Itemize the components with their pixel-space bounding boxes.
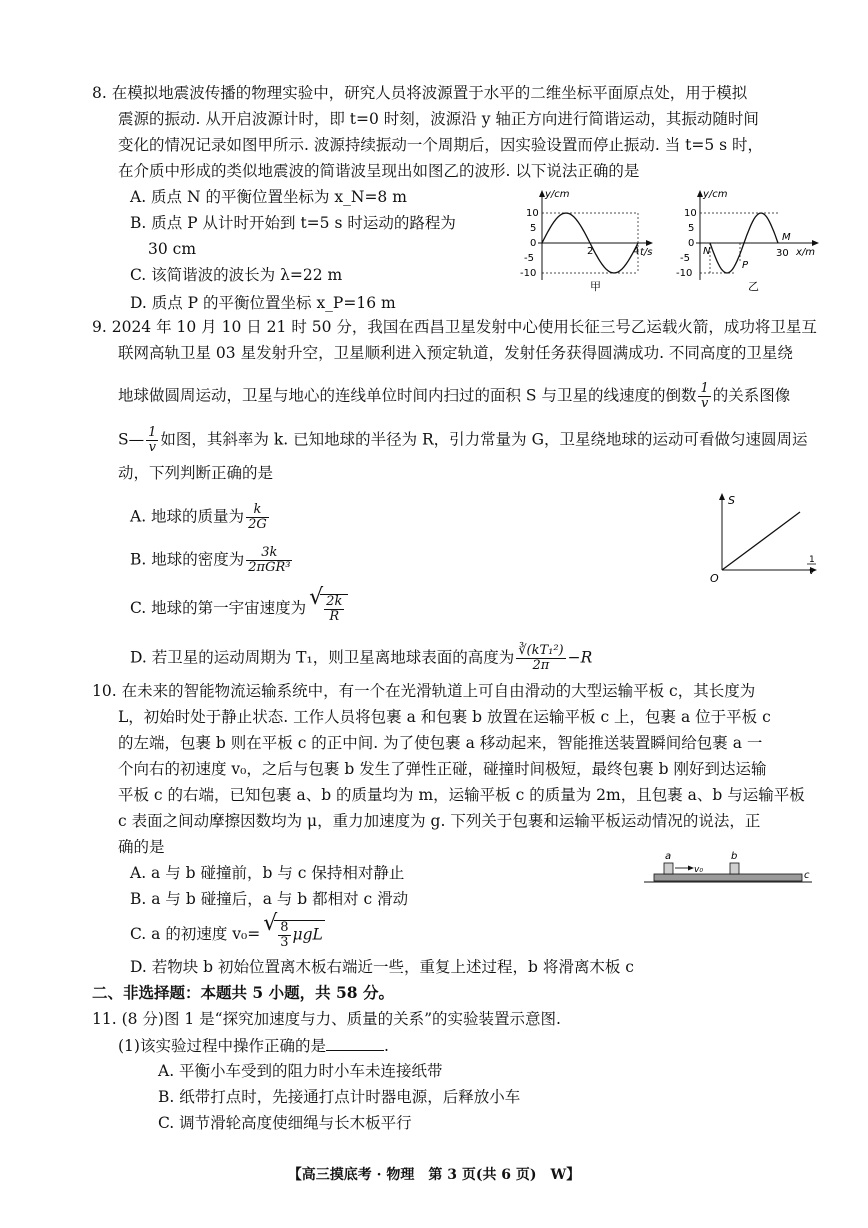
yi-tick-x30: 30 xyxy=(776,248,789,259)
q9-option-d-text: D. 若卫星的运动周期为 T₁，则卫星离地球表面的高度为 xyxy=(130,648,515,667)
q10-line1: 10. 在未来的智能物流运输系统中，有一个在光滑轨道上可自由滑动的大型运输平板 c，其长度为 xyxy=(92,682,756,700)
frac-num: 1 xyxy=(700,381,709,396)
s-graph-origin: O xyxy=(710,572,719,585)
frac-num: 3k xyxy=(246,546,292,561)
q11-sub1-end: . xyxy=(383,1037,389,1055)
s-graph-ylabel: S xyxy=(728,494,735,507)
package-a xyxy=(664,863,673,874)
q11-sub1-text: (1)该实验过程中操作正确的是 xyxy=(118,1037,326,1055)
frac-num: 1 xyxy=(148,425,157,440)
q11-option-b: B. 纸带打点时，先接通打点计时器电源，后释放小车 xyxy=(158,1088,521,1106)
q11-line1: 11. (8 分)图 1 是“探究加速度与力、质量的关系”的实验装置示意图. xyxy=(92,1010,561,1028)
frac-den: v xyxy=(148,440,156,455)
fig-label-v0: v₀ xyxy=(694,865,703,875)
frac-den: 2G xyxy=(248,517,267,532)
q9-line4-post: 如图，其斜率为 k. 已知地球的半径为 R，引力常量为 G，卫星绕地球的运动可看做匀速圆周运 xyxy=(160,430,808,449)
fig-label-a: a xyxy=(665,851,672,862)
q10-line3: 的左端，包裹 b 则在平板 c 的正中间. 为了使包裹 a 移动起来，智能推送装置瞬间给包裹 a 一 xyxy=(118,734,763,752)
q11-option-c: C. 调节滑轮高度使细绳与长木板平行 xyxy=(158,1114,412,1132)
q8-option-b-cont: 30 cm xyxy=(148,240,197,258)
frac-den: 2π xyxy=(532,658,550,673)
q9-line3-pre: 地球做圆周运动，卫星与地心的连线单位时间内扫过的面积 S 与卫星的线速度的倒数 xyxy=(118,386,697,405)
q10-option-a: A. a 与 b 碰撞前，b 与 c 保持相对静止 xyxy=(130,864,405,882)
s-graph-xlabel-num: 1 xyxy=(809,555,815,565)
q9-option-d-post: −R xyxy=(567,648,593,667)
q8-option-b: B. 质点 P 从计时开始到 t=5 s 时运动的路程为 xyxy=(130,214,456,232)
q9-option-a xyxy=(130,503,271,532)
q8-option-d: D. 质点 P 的平衡位置坐标 x_P=16 m xyxy=(130,294,396,312)
q10-line5: 平板 c 的右端，已知包裹 a、b 的质量均为 m，运输平板 c 的质量为 2m，且包裹 a、b 与运输平板 xyxy=(118,786,805,804)
q9-option-d-fraction xyxy=(516,644,565,673)
q9-line4 xyxy=(118,426,808,455)
fig-label-c: c xyxy=(804,870,810,881)
yi-caption: 乙 xyxy=(748,280,759,293)
q10-option-c-fraction xyxy=(278,921,290,950)
q10-option-c-sqrt xyxy=(274,920,325,950)
frac-num: √ 8 xyxy=(280,920,289,935)
frac-num: √ 2k xyxy=(326,594,343,609)
q10-option-c-post: μgL xyxy=(292,925,323,944)
jia-tick-yn10: -10 xyxy=(520,268,537,279)
frac-num: ∛(kT₁²) xyxy=(518,643,564,658)
jia-tick-x4: 4 xyxy=(633,246,640,257)
yi-tick-y10: 10 xyxy=(684,208,697,219)
frac-den: 2πGR³ xyxy=(248,560,291,575)
q9-line1: 9. 2024 年 10 月 10 日 21 时 50 分，我国在西昌卫星发射中心使用长征三号乙运载火箭，成功将卫星互 xyxy=(92,318,817,336)
q8-line3: 变化的情况记录如图甲所示. 波源持续振动一个周期后，因实验设置而停止振动. 当 t=5 s 时， xyxy=(118,136,764,154)
q10-line4: 个向右的初速度 v₀，之后与包裹 b 发生了弹性正碰，碰撞时间极短，最终包裹 b 刚好到达运输 xyxy=(118,760,767,778)
plank-c xyxy=(654,874,802,881)
q9-inv-v-fraction xyxy=(698,382,710,411)
answer-blank[interactable] xyxy=(326,1034,384,1051)
q8-line1: 8. 在模拟地震波传播的物理实验中，研究人员将波源置于水平的二维坐标平面原点处，用于模拟 xyxy=(92,84,748,102)
package-b xyxy=(730,863,739,874)
q9-line4-pre: S— xyxy=(118,430,145,449)
jia-tick-y5: 5 xyxy=(530,223,537,234)
yi-tick-yn10: -10 xyxy=(676,268,693,279)
graph-s-inv-v xyxy=(700,490,830,590)
section-2-heading: 二、非选择题：本题共 5 小题，共 58 分。 xyxy=(92,983,394,1002)
q8-option-c: C. 该简谐波的波长为 λ=22 m xyxy=(130,266,343,284)
q9-option-b-fraction xyxy=(246,546,292,575)
yi-ylabel: y/cm xyxy=(703,189,728,200)
q9-option-c xyxy=(130,594,348,624)
yi-tick-y5: 5 xyxy=(688,223,695,234)
q10-line7: 确的是 xyxy=(118,838,165,856)
q9-line5: 动，下列判断正确的是 xyxy=(118,464,274,482)
q10-line6: c 表面之间动摩擦因数均为 μ，重力加速度为 g. 下列关于包裹和运输平板运动情况的说法，正 xyxy=(118,812,761,830)
q10-line2: L，初始时处于静止状态. 工作人员将包裹 a 和包裹 b 放置在运输平板 c 上，包裹 a 位于平板 c xyxy=(118,708,771,726)
yi-label-p: P xyxy=(742,260,749,271)
q9-line3 xyxy=(118,382,790,411)
jia-tick-y0: 0 xyxy=(530,238,537,249)
fig-label-b: b xyxy=(731,851,738,862)
frac-den: 3 xyxy=(280,935,289,950)
q9-option-a-text: A. 地球的质量为 xyxy=(130,507,245,526)
jia-tick-y10: 10 xyxy=(526,208,539,219)
q11-option-a: A. 平衡小车受到的阻力时小车未连接纸带 xyxy=(158,1062,443,1080)
frac-num: k xyxy=(246,503,269,518)
q9-line3-post: 的关系图像 xyxy=(712,386,791,405)
frac-den: R xyxy=(329,609,340,624)
q8-option-a: A. 质点 N 的平衡位置坐标为 x_N=8 m xyxy=(130,188,407,206)
q9-line2: 联网高轨卫星 03 星发射升空，卫星顺利进入预定轨道，发射任务获得圆满成功. 不同高度的卫星绕 xyxy=(118,344,793,362)
jia-ylabel: y/cm xyxy=(545,189,570,200)
yi-xlabel: x/m xyxy=(796,247,816,258)
yi-label-m: M xyxy=(782,232,791,243)
plank-figure xyxy=(642,848,822,888)
s-graph-xlabel-den: v xyxy=(809,567,815,577)
yi-tick-y0: 0 xyxy=(688,238,695,249)
q9-option-c-sqrt xyxy=(320,594,348,624)
frac-den: v xyxy=(700,396,709,411)
s-line xyxy=(722,512,800,570)
yi-label-n: N xyxy=(703,246,711,257)
q10-option-d: D. 若物块 b 初始位置离木板右端近一些，重复上述过程，b 将滑离木板 c xyxy=(130,958,634,976)
graph-yi xyxy=(672,188,822,294)
q9-option-a-fraction xyxy=(246,503,269,532)
yi-tick-yn5: -5 xyxy=(680,253,690,264)
q9-option-c-fraction xyxy=(324,595,344,624)
q11-sub1 xyxy=(118,1034,389,1057)
q9-option-b xyxy=(130,546,294,575)
q10-option-c xyxy=(130,920,325,950)
q8-line2: 震源的振动. 从开启波源计时，即 t=0 时刻，波源沿 y 轴正方向进行简谐运动，其振动随时间 xyxy=(118,110,759,128)
q10-option-c-text: C. a 的初速度 v₀= xyxy=(130,925,261,943)
q10-option-b: B. a 与 b 碰撞后，a 与 b 都相对 c 滑动 xyxy=(130,890,409,908)
q9-option-d xyxy=(130,644,592,673)
jia-tick-x2: 2 xyxy=(587,246,594,257)
jia-caption: 甲 xyxy=(590,280,601,293)
page-footer: 【高三摸底考 · 物理 第 3 页(共 6 页) W】 xyxy=(287,1167,581,1183)
q9-option-b-text: B. 地球的密度为 xyxy=(130,550,245,569)
graph-jia xyxy=(508,188,658,294)
jia-tick-yn5: -5 xyxy=(524,253,534,264)
jia-xlabel: t/s xyxy=(640,247,653,258)
q8-line4: 在介质中形成的类似地震波的简谐波呈现出如图乙的波形. 以下说法正确的是 xyxy=(118,162,640,180)
q9-option-c-text: C. 地球的第一宇宙速度为 xyxy=(130,599,307,617)
q9-inv-v-fraction-2 xyxy=(146,426,158,455)
